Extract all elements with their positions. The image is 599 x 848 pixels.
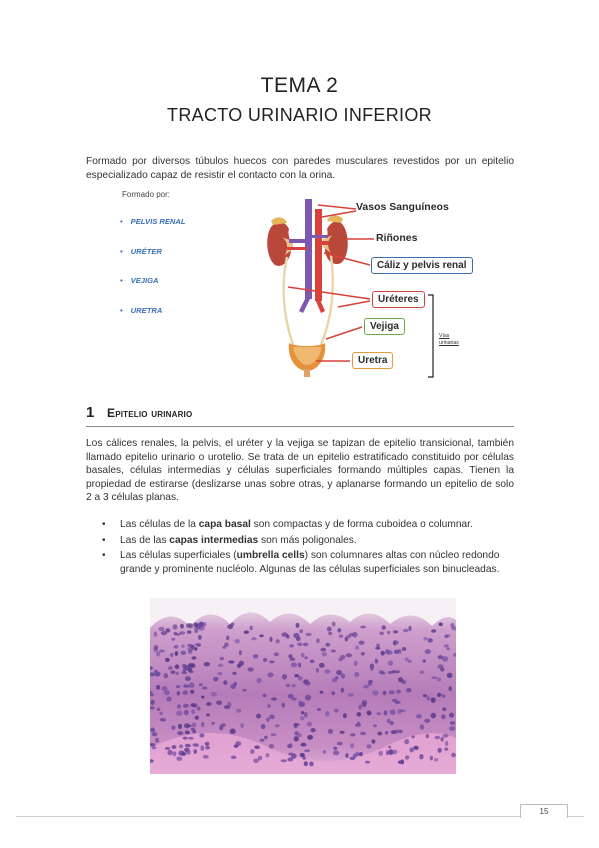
list-item: • Las células de la capa basal son compactas y de forma cuboidea o columnar. — [102, 519, 473, 530]
figure-list-item: • URÉTER — [120, 246, 162, 256]
figure-list-label: PELVIS RENAL — [130, 217, 186, 226]
label-vias-urinarias: Vías urinarias — [439, 333, 459, 346]
label-connectors — [108, 187, 492, 382]
page-number: 15 — [520, 804, 568, 818]
section-number: 1 — [86, 404, 95, 421]
page-title: TEMA 2 — [260, 74, 339, 97]
label-vasos-sanguineos: Vasos Sanguíneos — [356, 201, 449, 213]
list-item: • Las células superficiales (umbrella cells) son columnares altas con núcleo redondo grande y prominente nucléolo. Algunas de las células superficiales son binucleadas. — [102, 550, 500, 575]
urinary-tract-figure — [108, 187, 492, 382]
label-rinones: Riñones — [376, 232, 418, 244]
section-title: Epitelio urinario — [107, 406, 193, 420]
list-item-text: son más poligonales. — [258, 534, 357, 546]
list-item-text: Las células de la — [120, 519, 199, 530]
list-item-text: son compactas y de forma cuboidea o columnar. — [250, 519, 473, 530]
section-heading — [86, 404, 514, 427]
label-uretra: Uretra — [352, 352, 393, 369]
figure-list-item: • URETRA — [120, 305, 163, 315]
figure-formado-por: Formado por: — [122, 190, 171, 199]
urothelium-micrograph — [150, 598, 456, 774]
label-vejiga: Vejiga — [364, 318, 405, 335]
figure-list-item: • VEJIGA — [120, 276, 159, 285]
figure-list-label: VEJIGA — [130, 276, 159, 285]
histology-image — [150, 598, 456, 774]
list-item-text: Las células superficiales ( — [120, 550, 237, 561]
label-caliz-pelvis: Cáliz y pelvis renal — [371, 257, 473, 274]
list-item-text: ) son columnares altas con núcleo redondo grande y prominente nucléolo. Algunas de las células superficiales son binucleadas. — [120, 550, 500, 575]
figure-list-label: URÉTER — [130, 246, 162, 256]
list-item-bold: umbrella cells — [236, 550, 305, 561]
cell-layer-list — [100, 518, 516, 578]
figure-list-label: URETRA — [130, 305, 163, 315]
list-item-bold: capa basal — [198, 519, 251, 530]
epitelio-paragraph: Los cálices renales, la pelvis, el uréter y la vejiga se tapizan de epitelio transicional, también llamado epitelio urinario o urotelio. Se trata de un epitelio estratificado constituido por células basales, células intermedias y células superficiales formando múltiples capas. Tienen la propiedad de estirarse (deslizarse unas sobre otras, y aplanarse formando un epitelio de solo 2 a 3 células planas. — [86, 438, 514, 503]
list-item-text: Las de las — [120, 534, 170, 546]
page-subtitle: TRACTO URINARIO INFERIOR — [167, 105, 432, 125]
list-item-bold: capas intermedias — [169, 534, 259, 546]
figure-list-item: • PELVIS RENAL — [120, 217, 186, 226]
label-ureteres: Uréteres — [372, 291, 425, 308]
list-item: • Las de las capas intermedias son más poligonales. — [102, 534, 357, 546]
footer-rule — [16, 816, 584, 817]
intro-paragraph: Formado por diversos túbulos huecos con paredes musculares revestidos por un epitelio especializado capaz de resistir el contacto con la orina. — [86, 156, 514, 181]
